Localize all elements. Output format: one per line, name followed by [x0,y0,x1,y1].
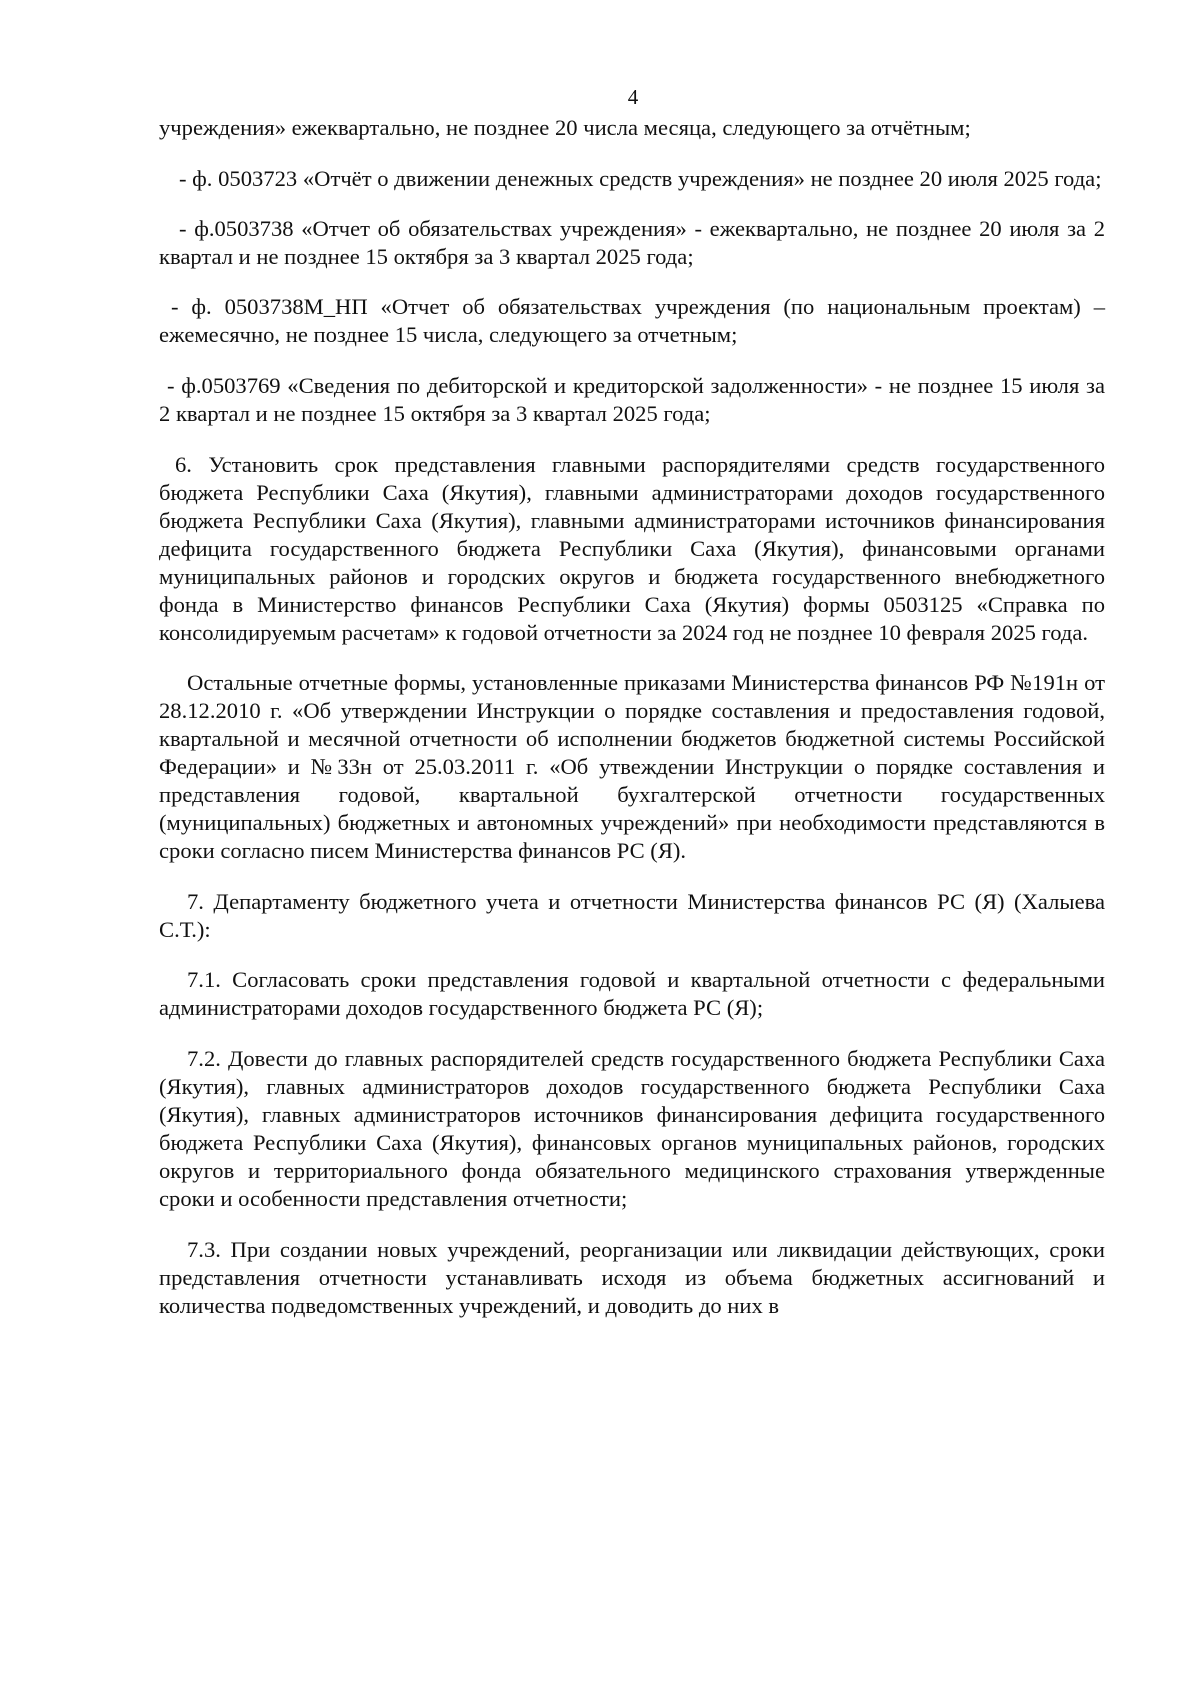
page-number: 4 [627,85,639,109]
paragraph-form-0503738m-np: - ф. 0503738М_НП «Отчет об обязательствах учреждения (по национальным проектам) – ежемесячно, не позднее 15 числа, следующего за отчетным; [159,294,1105,347]
paragraph-item-7-1: 7.1. Согласовать сроки представления годовой и квартальной отчетности с федеральными администраторами доходов государственного бюджета РС (Я); [159,967,1105,1020]
paragraph-item-7: 7. Департаменту бюджетного учета и отчетности Министерства финансов РС (Я) (Халыева С.Т.): [159,889,1105,942]
paragraph-item-7-2: 7.2. Довести до главных распорядителей средств государственного бюджета Республики Саха (Якутия), главных администраторов доходов государственного бюджета Республики Саха (Якутия), главных администраторов источников финансирования дефицита государственного бюджета Республики Саха (Якутия), финансовых органов муниципальных районов, городских округов и территориального фонда обязательного медицинского страхования утвержденные сроки и особенности представления отчетности; [159,1046,1105,1211]
paragraph-item-6: 6. Установить срок представления главными распорядителями средств государственного бюджета Республики Саха (Якутия), главными администраторами доходов государственного бюджета Республики Саха (Якутия), главными администраторами источников финансирования дефицита государственного бюджета Республики Саха (Якутия), финансовыми органами муниципальных районов и городских округов и бюджета государственного внебюджетного фонда в Министерство финансов Республики Саха (Якутия) формы 0503125 «Справка по консолидируемым расчетам» к годовой отчетности за 2024 год не позднее 10 февраля 2025 года. [159,452,1105,645]
paragraph-form-0503769: - ф.0503769 «Сведения по дебиторской и кредиторской задолженности» - не позднее 15 июля за 2 квартал и не позднее 15 октября за 3 квартал 2025 года; [159,373,1105,426]
paragraph-form-0503738: - ф.0503738 «Отчет об обязательствах учреждения» - ежеквартально, не позднее 20 июля за 2 квартал и не позднее 15 октября за 3 квартал 2025 года; [159,216,1105,269]
paragraph-item-7-3: 7.3. При создании новых учреждений, реорганизации или ликвидации действующих, сроки представления отчетности устанавливать исходя из объема бюджетных ассигнований и количества подведомственных учреждений, и доводить до них в [159,1237,1105,1318]
paragraph-continuation: учреждения» ежеквартально, не позднее 20 числа месяца, следующего за отчётным; [159,115,971,140]
document-body [159,114,1105,1320]
paragraph-form-0503723: - ф. 0503723 «Отчёт о движении денежных средств учреждения» не позднее 20 июля 2025 года; [179,166,1102,191]
paragraph-other-forms: Остальные отчетные формы, установленные приказами Министерства финансов РФ №191н от 28.12.2010 г. «Об утверждении Инструкции о порядке составления и предоставления годовой, квартальной и месячной отчетности об исполнении бюджетов бюджетной системы Российской Федерации» и №33н от 25.03.2011 г. «Об утвеждении Инструкции о порядке составления и представления годовой, квартальной бухгалтерской отчетности государственных (муниципальных) бюджетных и автономных учреждений» при необходимости представляются в сроки согласно писем Министерства финансов РС (Я). [159,670,1105,863]
